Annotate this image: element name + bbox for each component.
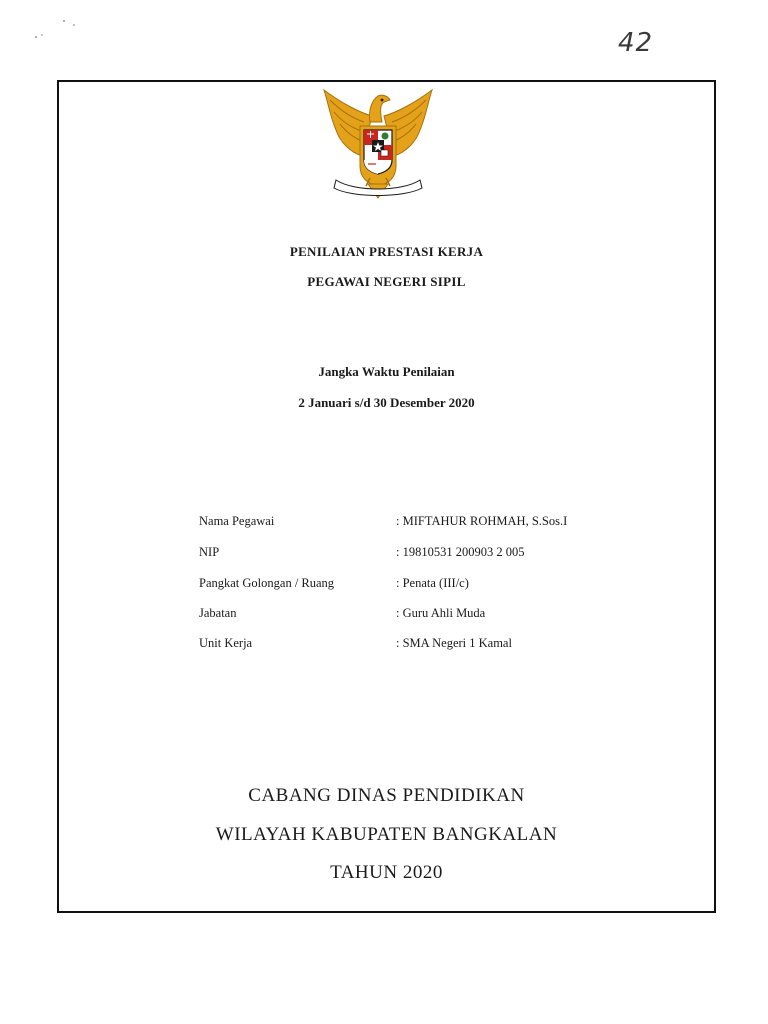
- institution-line-1: CABANG DINAS PENDIDIKAN: [248, 785, 525, 806]
- field-label-pangkat: Pangkat Golongan / Ruang: [199, 576, 335, 590]
- institution-line-2: WILAYAH KABUPATEN BANGKALAN: [215, 824, 558, 845]
- field-label-nama-pegawai: Nama Pegawai: [199, 514, 275, 528]
- field-label-unit-kerja: Unit Kerja: [199, 636, 253, 650]
- handwritten-page-number: 42: [618, 28, 654, 58]
- field-value-unit-kerja: : SMA Negeri 1 Kamal: [396, 636, 512, 650]
- field-label-jabatan: Jabatan: [199, 606, 237, 620]
- field-value-pangkat: : Penata (III/c): [396, 576, 469, 590]
- garuda-emblem-icon: [314, 86, 442, 206]
- document-subtitle: PEGAWAI NEGERI SIPIL: [307, 274, 466, 289]
- document-year: TAHUN 2020: [330, 862, 443, 883]
- field-value-jabatan: : Guru Ahli Muda: [396, 606, 486, 620]
- assessment-period-value: 2 Januari s/d 30 Desember 2020: [298, 395, 475, 410]
- document-title: PENILAIAN PRESTASI KERJA: [289, 244, 484, 259]
- scan-specks: [30, 15, 90, 45]
- field-label-nip: NIP: [199, 545, 220, 559]
- field-value-nip: : 19810531 200903 2 005: [396, 545, 525, 559]
- assessment-period-label: Jangka Waktu Penilaian: [318, 364, 455, 379]
- field-value-nama-pegawai: : MIFTAHUR ROHMAH, S.Sos.I: [396, 514, 568, 528]
